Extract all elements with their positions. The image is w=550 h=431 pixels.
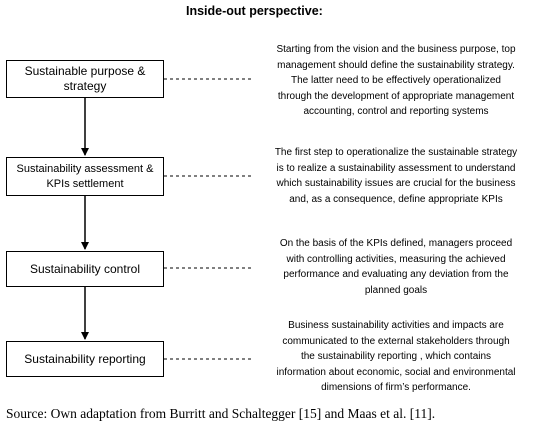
step-box-assessment	[6, 157, 164, 196]
description-line: Business sustainability activities and impacts are	[288, 320, 504, 331]
step-label-line: Sustainable purpose &	[24, 64, 146, 78]
description-line: is to realize a sustainability assessment to understand	[276, 162, 516, 174]
step-description-control	[247, 236, 545, 298]
description-line: accounting, control and reporting systems	[303, 106, 489, 117]
description-line: and, as a consequence, define appropriate KPIs	[289, 193, 503, 205]
step-box-reporting	[6, 341, 164, 377]
step-label-line: Sustainability assessment &	[16, 162, 154, 175]
description-line: through the development of appropriate management	[277, 90, 515, 102]
step-description-strategy	[247, 42, 545, 120]
description-line: with controlling activities, measuring the achieved	[286, 253, 506, 265]
description-line: The latter need to be effectively operationalized	[291, 75, 501, 86]
description-line: On the basis of the KPIs defined, managers proceed	[279, 238, 513, 249]
description-line: information about economic, social and environmental	[276, 366, 516, 378]
description-line: which sustainability issues are crucial for the business	[276, 178, 516, 189]
description-line: communicated to the external stakeholders through	[282, 335, 510, 347]
step-label-line: KPIs settlement	[46, 177, 124, 190]
diagram-title: Inside-out perspective:	[186, 4, 323, 18]
step-box-control	[6, 251, 164, 287]
step-label-line: Sustainability control	[29, 262, 141, 276]
step-label-line: strategy	[63, 79, 107, 93]
step-description-reporting	[247, 318, 545, 396]
step-description-assessment	[247, 145, 545, 207]
step-box-strategy	[6, 60, 164, 98]
figure-source-caption: Source: Own adaptation from Burritt and Schaltegger [15] and Maas et al. [11].	[6, 406, 436, 421]
description-line: planned goals	[364, 284, 428, 296]
description-line: dimensions of firm’s performance.	[321, 382, 471, 393]
step-label-line: Sustainability reporting	[24, 352, 146, 366]
description-line: the sustainability reporting , which contains	[300, 351, 492, 362]
description-line: management should define the sustainability strategy.	[277, 59, 515, 71]
description-line: The first step to operationalize the sustainable strategy	[274, 147, 518, 158]
description-line: performance and evaluating any deviation from the	[283, 269, 509, 280]
description-line: Starting from the vision and the business purpose, top	[276, 44, 516, 55]
